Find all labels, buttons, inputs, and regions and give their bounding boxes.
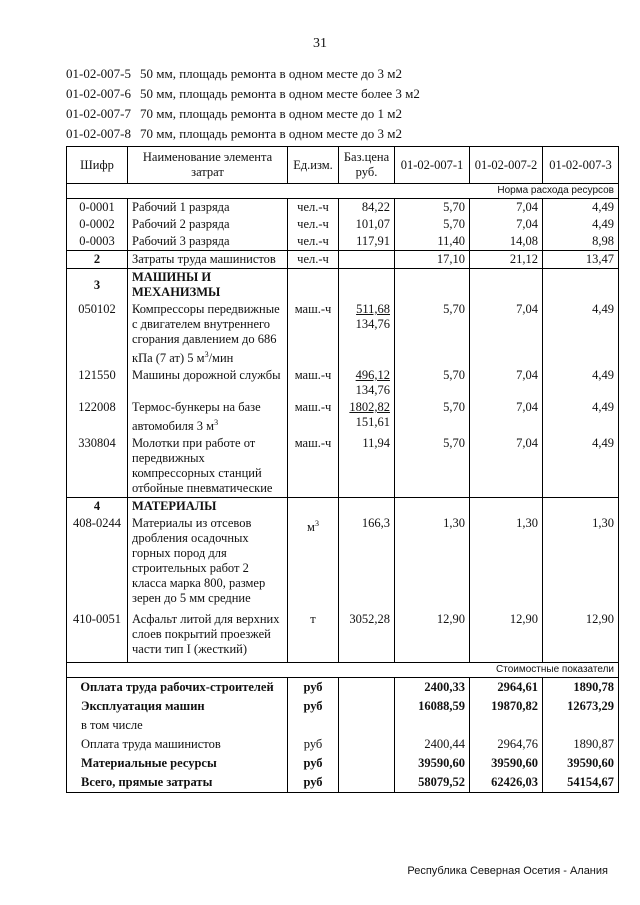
footer-region: Республика Северная Осетия - Алания: [407, 865, 608, 877]
section-code: 3: [67, 269, 128, 302]
cell-code: 0-0002: [67, 216, 128, 233]
code-text: 50 мм, площадь ремонта в одном месте более 3 м2: [140, 86, 420, 101]
header-col3: 01-02-007-3: [543, 147, 619, 184]
summary-v1: 2400,44: [395, 735, 470, 754]
summary-v1: 58079,52: [395, 773, 470, 793]
header-code: Шифр: [67, 147, 128, 184]
cell-unit: чел.-ч: [288, 216, 339, 233]
code-line: [66, 124, 420, 144]
cell-name: Термос-бункеры на базе автомобиля 3 $м^3$: [128, 399, 288, 435]
cell-code: 330804: [67, 435, 128, 498]
table-header: [67, 147, 619, 184]
cell-name: Асфальт литой для верхних слоев покрытий проезжей части тип I (жесткий): [128, 611, 288, 658]
cell-v1: 5,70: [395, 301, 470, 367]
cell-name: Рабочий 3 разряда: [128, 233, 288, 251]
cell-v2: 7,04: [470, 435, 543, 498]
cell-price: 11,94: [339, 435, 395, 498]
cell-code: 122008: [67, 399, 128, 435]
cell-price: 101,07: [339, 216, 395, 233]
summary-name: Эксплуатация машин: [67, 697, 288, 716]
code-text: 70 мм, площадь ремонта в одном месте до 1 м2: [140, 106, 402, 121]
cell-v3: 8,98: [543, 233, 619, 251]
cell-v1: 17,10: [395, 251, 470, 269]
cell-unit: маш.-ч: [288, 399, 339, 435]
cell-name: Машины дорожной службы: [128, 367, 288, 399]
cell-code: 410-0051: [67, 611, 128, 658]
code-list: [66, 64, 420, 144]
cell-v2: 21,12: [470, 251, 543, 269]
cell-price: 496,12 134,76: [339, 367, 395, 399]
cell-code: 408-0244: [67, 515, 128, 607]
code-line: [66, 64, 420, 84]
cell-price: 166,3: [339, 515, 395, 607]
summary-v2: [470, 716, 543, 735]
summary-name: Оплата труда машинистов: [67, 735, 288, 754]
cell-unit: чел.-ч: [288, 199, 339, 217]
cell-unit: $м^3$: [288, 515, 339, 607]
table-row: [67, 199, 619, 217]
summary-v3: 54154,67: [543, 773, 619, 793]
summary-v1: 2400,33: [395, 677, 470, 697]
cell-v3: 4,49: [543, 216, 619, 233]
summary-unit: руб: [288, 754, 339, 773]
cell-name: Компрессоры передвижные с двигателем внутреннего сгорания давлением до 686 кПа (7 ат) 5 $м^3$/мин: [128, 301, 288, 367]
page-number: 31: [313, 36, 327, 51]
section-materials: [67, 498, 619, 516]
cell-v2: 7,04: [470, 199, 543, 217]
summary-v2: 62426,03: [470, 773, 543, 793]
cell-code: 0-0003: [67, 233, 128, 251]
cell-name: Рабочий 2 разряда: [128, 216, 288, 233]
cell-name: Рабочий 1 разряда: [128, 199, 288, 217]
code-line: [66, 84, 420, 104]
table-row: [67, 611, 619, 658]
summary-v3: 1890,78: [543, 677, 619, 697]
code-text: 70 мм, площадь ремонта в одном месте до 3 м2: [140, 126, 402, 141]
cell-v3: 12,90: [543, 611, 619, 658]
summary-name: в том числе: [67, 716, 288, 735]
code-text: 50 мм, площадь ремонта в одном месте до 3 м2: [140, 66, 402, 81]
summary-row: [67, 754, 619, 773]
summary-row: [67, 677, 619, 697]
section-title: МАШИНЫ И МЕХАНИЗМЫ: [128, 269, 288, 302]
summary-v3: 39590,60: [543, 754, 619, 773]
code-id: 01-02-007-6: [66, 86, 131, 101]
cell-price: 1802,82 151,61: [339, 399, 395, 435]
cell-v2: 1,30: [470, 515, 543, 607]
cell-code: 050102: [67, 301, 128, 367]
summary-name: Оплата труда рабочих-строителей: [67, 677, 288, 697]
code-id: 01-02-007-7: [66, 106, 131, 121]
cost-label-row: [67, 662, 619, 677]
cell-price: [339, 251, 395, 269]
cell-v1: 5,70: [395, 435, 470, 498]
table-row: [67, 515, 619, 607]
summary-v2: 2964,76: [470, 735, 543, 754]
cell-v1: 1,30: [395, 515, 470, 607]
table-row: [67, 216, 619, 233]
cell-price: 3052,28: [339, 611, 395, 658]
cell-v3: 1,30: [543, 515, 619, 607]
code-line: [66, 104, 420, 124]
header-col2: 01-02-007-2: [470, 147, 543, 184]
cell-v1: 5,70: [395, 367, 470, 399]
cell-v3: 4,49: [543, 435, 619, 498]
summary-unit: руб: [288, 735, 339, 754]
cell-v1: 5,70: [395, 216, 470, 233]
summary-v1: 39590,60: [395, 754, 470, 773]
cell-v3: 4,49: [543, 367, 619, 399]
summary-unit: руб: [288, 677, 339, 697]
cell-v2: 12,90: [470, 611, 543, 658]
norm-label: Норма расхода ресурсов: [67, 184, 619, 199]
summary-row: [67, 697, 619, 716]
table-row: [67, 233, 619, 251]
cell-v1: 12,90: [395, 611, 470, 658]
summary-v2: 39590,60: [470, 754, 543, 773]
summary-v2: 19870,82: [470, 697, 543, 716]
summary-v3: 1890,87: [543, 735, 619, 754]
cell-v3: 4,49: [543, 301, 619, 367]
cell-v3: 4,49: [543, 399, 619, 435]
section-code: 4: [67, 498, 128, 516]
section-title: МАТЕРИАЛЫ: [128, 498, 288, 516]
table-row: [67, 399, 619, 435]
summary-v1: [395, 716, 470, 735]
resource-table: [66, 146, 619, 793]
cell-v2: 7,04: [470, 216, 543, 233]
table-row: [67, 367, 619, 399]
cell-v3: 4,49: [543, 199, 619, 217]
cell-v2: 7,04: [470, 301, 543, 367]
table-row: [67, 301, 619, 367]
cell-price: 511,68 134,76: [339, 301, 395, 367]
cell-unit: чел.-ч: [288, 251, 339, 269]
cell-v2: 14,08: [470, 233, 543, 251]
summary-v2: 2964,61: [470, 677, 543, 697]
summary-unit: [288, 716, 339, 735]
header-name: Наименование элемента затрат: [128, 147, 288, 184]
summary-v1: 16088,59: [395, 697, 470, 716]
summary-unit: руб: [288, 697, 339, 716]
cell-code: 121550: [67, 367, 128, 399]
cell-v1: 11,40: [395, 233, 470, 251]
cell-unit: маш.-ч: [288, 367, 339, 399]
cell-unit: маш.-ч: [288, 435, 339, 498]
summary-unit: руб: [288, 773, 339, 793]
table-row: [67, 435, 619, 498]
summary-name: Всего, прямые затраты: [67, 773, 288, 793]
cell-name: Затраты труда машинистов: [128, 251, 288, 269]
cell-v1: 5,70: [395, 399, 470, 435]
cell-code: 0-0001: [67, 199, 128, 217]
header-col1: 01-02-007-1: [395, 147, 470, 184]
cell-unit: чел.-ч: [288, 233, 339, 251]
norm-label-row: [67, 184, 619, 199]
summary-v3: 12673,29: [543, 697, 619, 716]
table-row-machinist: [67, 251, 619, 269]
cell-price: 117,91: [339, 233, 395, 251]
cell-name: Молотки при работе от передвижных компрессорных станций отбойные пневматические: [128, 435, 288, 498]
cell-code: 2: [67, 251, 128, 269]
summary-row: [67, 773, 619, 793]
cell-v1: 5,70: [395, 199, 470, 217]
header-price: Баз.цена руб.: [339, 147, 395, 184]
cell-price: 84,22: [339, 199, 395, 217]
code-id: 01-02-007-8: [66, 126, 131, 141]
cell-unit: т: [288, 611, 339, 658]
code-id: 01-02-007-5: [66, 66, 131, 81]
header-unit: Ед.изм.: [288, 147, 339, 184]
summary-row: [67, 716, 619, 735]
cost-label: Стоимостные показатели: [67, 662, 619, 677]
section-machines: [67, 269, 619, 302]
cell-v2: 7,04: [470, 399, 543, 435]
summary-row: [67, 735, 619, 754]
cell-unit: маш.-ч: [288, 301, 339, 367]
cell-name: Материалы из отсевов дробления осадочных горных пород для строительных работ 2 класса марка 800, размер зерен до 5 мм средние: [128, 515, 288, 607]
cell-v2: 7,04: [470, 367, 543, 399]
summary-name: Материальные ресурсы: [67, 754, 288, 773]
cell-v3: 13,47: [543, 251, 619, 269]
summary-v3: [543, 716, 619, 735]
